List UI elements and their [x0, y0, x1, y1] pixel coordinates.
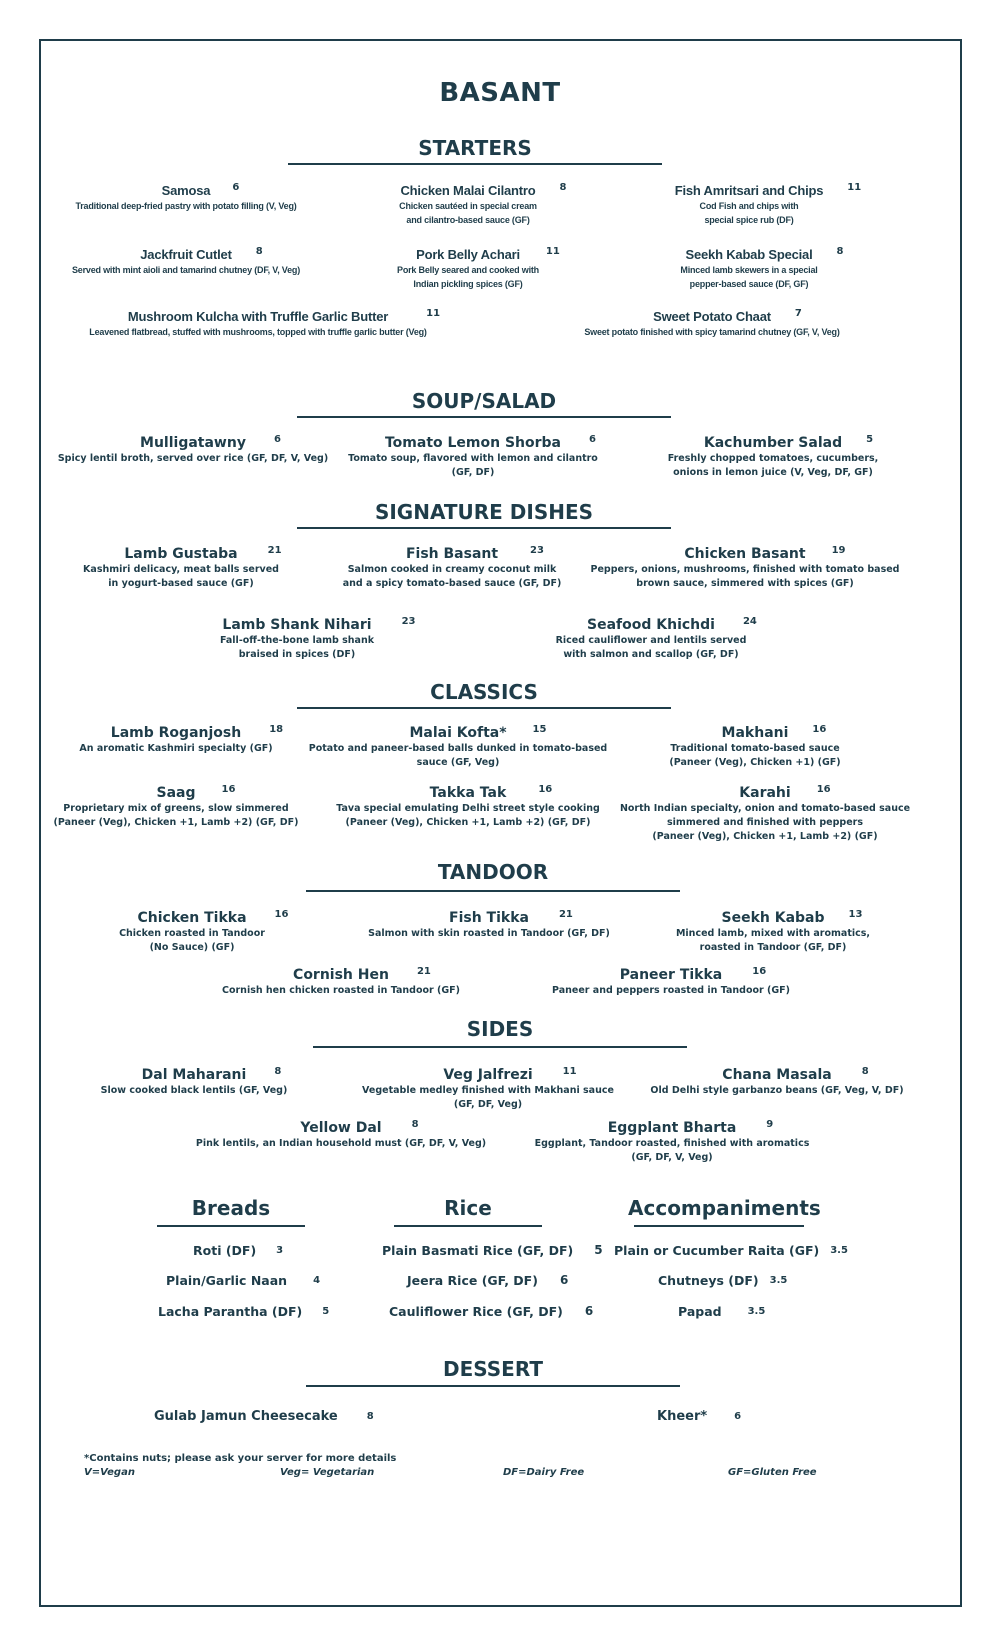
item-name: Cauliflower Rice (GF, DF) — [389, 1304, 563, 1319]
item-description: Chicken roasted in Tandoor — [119, 928, 265, 939]
divider — [297, 416, 671, 418]
bread-item — [166, 1273, 321, 1288]
divider — [157, 1225, 305, 1227]
item-price: 6 — [589, 434, 596, 445]
item-name: Seekh Kabab — [721, 910, 825, 926]
dessert-item — [154, 1409, 374, 1424]
item-name: Jackfruit Cutlet — [140, 247, 232, 262]
item-name: Lamb Roganjosh — [110, 725, 242, 741]
item-description: Pork Belly seared and cooked with — [397, 265, 539, 275]
item-description: roasted in Tandoor (GF, DF) — [699, 942, 847, 953]
menu-item — [219, 614, 416, 661]
menu-item — [650, 1064, 903, 1097]
item-price: 8 — [255, 246, 263, 257]
item-price: 6 — [734, 1411, 742, 1422]
item-description: (Paneer (Veg), Chicken +1, Lamb +2) (GF, DF) — [53, 817, 299, 828]
item-description: Served with mint aioli and tamarind chutney (DF, V, Veg) — [71, 265, 301, 275]
menu-item — [397, 244, 560, 291]
item-name: Fish Amritsari and Chips — [674, 183, 824, 198]
menu-item — [399, 180, 567, 227]
item-price: 23 — [401, 616, 416, 627]
item-price: 3.5 — [830, 1245, 848, 1256]
section-tandoor-heading: TANDOOR — [437, 860, 549, 884]
item-price: 19 — [831, 545, 846, 556]
menu-item — [196, 1117, 486, 1150]
item-price: 5 — [322, 1306, 330, 1317]
item-description: Cod Fish and chips with — [699, 201, 799, 211]
item-name: Seekh Kabab Special — [685, 247, 813, 262]
item-description: Proprietary mix of greens, slow simmered — [63, 803, 289, 814]
divider — [394, 1225, 542, 1227]
item-price: 8 — [836, 246, 844, 257]
item-price: 3.5 — [769, 1275, 788, 1286]
item-price: 21 — [416, 966, 431, 977]
section-accompaniments-heading: Accompaniments — [628, 1196, 821, 1220]
item-name: Paneer Tikka — [619, 967, 723, 983]
item-description: (GF, DF) — [451, 467, 495, 478]
divider — [634, 1225, 804, 1227]
item-description: (Paneer (Veg), Chicken +1) (GF) — [669, 757, 841, 768]
item-price: 21 — [267, 545, 282, 556]
item-name: Plain/Garlic Naan — [166, 1273, 288, 1288]
menu-item — [119, 907, 289, 954]
item-description: Tava special emulating Delhi street style cooking — [336, 803, 600, 814]
section-rice-heading: Rice — [444, 1196, 492, 1220]
item-name: Roti (DF) — [193, 1243, 257, 1258]
item-price: 18 — [269, 724, 284, 735]
item-description: Indian pickling spices (GF) — [413, 279, 523, 289]
item-price: 16 — [816, 784, 831, 795]
restaurant-name: BASANT — [439, 78, 561, 108]
item-description: (GF, DF, V, Veg) — [631, 1152, 713, 1163]
legend-dairy-free: DF=Dairy Free — [503, 1467, 585, 1478]
item-price: 16 — [538, 784, 553, 795]
item-name: Chutneys (DF) — [658, 1273, 759, 1288]
menu-item — [552, 964, 790, 997]
divider — [306, 890, 680, 892]
item-description: (Paneer (Veg), Chicken +1, Lamb +2) (GF) — [652, 831, 878, 842]
section-classics-heading: CLASSICS — [430, 680, 538, 704]
item-name: Plain or Cucumber Raita (GF) — [614, 1243, 820, 1258]
item-name: Cornish Hen — [293, 967, 389, 983]
divider — [297, 527, 671, 529]
item-description: (No Sauce) (GF) — [149, 942, 235, 953]
menu-item — [222, 964, 460, 997]
item-price: 13 — [848, 909, 863, 920]
section-sides-heading: SIDES — [466, 1017, 534, 1041]
item-description: simmered and finished with peppers — [667, 817, 863, 828]
item-price: 11 — [847, 182, 862, 193]
legend-vegan: V=Vegan — [84, 1467, 135, 1478]
item-name: Lacha Parantha (DF) — [158, 1304, 303, 1319]
item-price: 6 — [584, 1304, 594, 1318]
divider — [313, 1046, 687, 1048]
menu-item — [348, 432, 598, 479]
item-name: Saag — [156, 785, 196, 801]
item-description: Traditional tomato-based sauce — [670, 743, 840, 754]
item-description: Cornish hen chicken roasted in Tandoor (GF) — [221, 985, 461, 996]
item-name: Karahi — [739, 785, 791, 801]
item-name: Kheer* — [657, 1409, 708, 1424]
item-price: 21 — [558, 909, 573, 920]
menu-item — [668, 432, 879, 479]
item-price: 16 — [752, 966, 767, 977]
legend-vegetarian: Veg= Vegetarian — [280, 1467, 375, 1478]
item-description: North Indian specialty, onion and tomato-based sauce — [619, 803, 911, 814]
menu-item — [336, 782, 600, 829]
menu-item — [669, 722, 840, 769]
dessert-item — [657, 1409, 742, 1424]
item-name: Makhani — [721, 725, 789, 741]
item-name: Sweet Potato Chaat — [653, 309, 771, 324]
item-price: 11 — [562, 1066, 577, 1077]
item-name: Mushroom Kulcha with Truffle Garlic Butter — [127, 309, 389, 324]
section-breads-heading: Breads — [191, 1196, 271, 1220]
item-name: Chicken Basant — [684, 546, 806, 562]
divider — [306, 1385, 680, 1387]
item-price: 8 — [559, 182, 567, 193]
menu-item — [620, 782, 910, 843]
item-description: Freshly chopped tomatoes, cucumbers, — [667, 453, 879, 464]
item-description: Old Delhi style garbanzo beans (GF, Veg, V, DF) — [650, 1085, 904, 1096]
item-description: pepper-based sauce (DF, GF) — [689, 279, 809, 289]
menu-item — [79, 722, 284, 755]
item-description: Tomato soup, flavored with lemon and cilantro — [348, 453, 598, 464]
menu-item — [368, 907, 610, 940]
divider — [297, 707, 671, 709]
item-description: Traditional deep-fried pastry with potato filling (V, Veg) — [75, 201, 297, 211]
item-price: 5 — [594, 1243, 603, 1257]
item-name: Papad — [678, 1304, 722, 1319]
item-price: 16 — [812, 724, 827, 735]
menu-item — [343, 543, 562, 590]
item-name: Chicken Tikka — [137, 910, 247, 926]
item-name: Veg Jalfrezi — [443, 1067, 533, 1083]
item-description: Spicy lentil broth, served over rice (GF, DF, V, Veg) — [57, 453, 329, 464]
menu-item — [555, 614, 757, 661]
item-description: sauce (GF, Veg) — [416, 757, 500, 768]
rice-item — [382, 1243, 603, 1258]
item-price: 6 — [232, 182, 240, 193]
item-description: with salmon and scallop (GF, DF) — [563, 649, 739, 660]
item-price: 9 — [766, 1119, 774, 1130]
menu-item — [83, 543, 282, 590]
item-description: Salmon cooked in creamy coconut milk — [347, 564, 557, 575]
item-name: Chana Masala — [722, 1067, 832, 1083]
item-name: Takka Tak — [429, 785, 507, 801]
item-name: Dal Maharani — [141, 1067, 247, 1083]
item-description: Sweet potato finished with spicy tamarind chutney (GF, V, Veg) — [584, 327, 840, 337]
item-description: Riced cauliflower and lentils served — [555, 635, 747, 646]
item-name: Tomato Lemon Shorba — [384, 435, 562, 451]
menu-item — [535, 1117, 810, 1164]
item-price: 3.5 — [747, 1306, 766, 1317]
item-price: 6 — [559, 1273, 569, 1287]
item-description: An aromatic Kashmiri specialty (GF) — [79, 743, 273, 754]
rice-item — [407, 1273, 569, 1288]
menu-item — [101, 1064, 288, 1097]
item-description: Vegetable medley finished with Makhani sauce — [362, 1085, 614, 1096]
accompaniment-item — [658, 1273, 788, 1288]
item-description: onions in lemon juice (V, Veg, DF, GF) — [673, 467, 873, 478]
item-name: Seafood Khichdi — [587, 617, 715, 633]
item-description: (GF, DF, Veg) — [453, 1099, 523, 1110]
item-name: Gulab Jamun Cheesecake — [154, 1409, 338, 1424]
item-name: Lamb Shank Nihari — [222, 617, 372, 633]
item-description: Eggplant, Tandoor roasted, finished with aromatics — [534, 1138, 810, 1149]
item-name: Malai Kofta* — [409, 725, 507, 741]
item-price: 7 — [794, 308, 802, 319]
item-description: in yogurt-based sauce (GF) — [108, 578, 254, 589]
item-description: special spice rub (DF) — [704, 215, 794, 225]
item-description: Fall-off-the-bone lamb shank — [219, 635, 375, 646]
item-description: and a spicy tomato-based sauce (GF, DF) — [342, 578, 562, 589]
menu-item — [362, 1064, 614, 1111]
item-description: Salmon with skin roasted in Tandoor (GF, DF) — [368, 928, 610, 939]
item-name: Fish Basant — [405, 546, 499, 562]
item-description: brown sauce, simmered with spices (GF) — [636, 578, 854, 589]
item-name: Plain Basmati Rice (GF, DF) — [382, 1243, 574, 1258]
item-price: 24 — [742, 616, 757, 627]
item-description: (Paneer (Veg), Chicken +1, Lamb +2) (GF, DF) — [345, 817, 591, 828]
footnote-nuts: *Contains nuts; please ask your server for more details — [84, 1453, 397, 1464]
item-price: 3 — [276, 1245, 284, 1256]
menu-item — [75, 180, 296, 213]
item-price: 8 — [861, 1066, 869, 1077]
item-name: Yellow Dal — [300, 1120, 382, 1136]
item-description: Slow cooked black lentils (GF, Veg) — [100, 1085, 288, 1096]
item-price: 11 — [426, 308, 441, 319]
item-name: Chicken Malai Cilantro — [400, 183, 536, 198]
item-price: 11 — [545, 246, 560, 257]
item-name: Eggplant Bharta — [607, 1120, 737, 1136]
item-description: and cilantro-based sauce (GF) — [406, 215, 530, 225]
menu-item — [591, 543, 900, 590]
menu-item — [680, 244, 844, 291]
item-price: 8 — [366, 1411, 374, 1422]
item-description: Paneer and peppers roasted in Tandoor (GF) — [552, 985, 790, 996]
menu-item — [89, 306, 441, 339]
item-name: Jeera Rice (GF, DF) — [407, 1273, 538, 1288]
bread-item — [158, 1304, 330, 1319]
menu-item — [72, 244, 300, 277]
bread-item — [193, 1243, 284, 1258]
menu-item — [54, 782, 299, 829]
item-description: Pink lentils, an Indian household must (GF, DF, V, Veg) — [195, 1138, 487, 1149]
item-name: Fish Tikka — [449, 910, 529, 926]
menu-item — [676, 907, 870, 954]
item-name: Kachumber Salad — [703, 435, 843, 451]
item-price: 15 — [532, 724, 547, 735]
item-name: Mulligatawny — [140, 435, 246, 451]
section-signature-heading: SIGNATURE DISHES — [374, 500, 594, 524]
menu-item — [584, 306, 839, 339]
item-price: 16 — [274, 909, 289, 920]
item-description: Kashmiri delicacy, meat balls served — [83, 564, 279, 575]
item-price: 6 — [273, 434, 281, 445]
divider — [288, 163, 662, 165]
accompaniment-item — [678, 1304, 766, 1319]
legend-gluten-free: GF=Gluten Free — [728, 1467, 817, 1478]
section-soup-heading: SOUP/SALAD — [411, 389, 557, 413]
item-price: 16 — [221, 784, 236, 795]
section-starters-heading: STARTERS — [418, 136, 532, 160]
item-price: 23 — [530, 545, 544, 556]
menu-item — [674, 180, 862, 227]
item-name: Lamb Gustaba — [124, 546, 238, 562]
menu-item — [309, 722, 607, 769]
item-price: 8 — [274, 1066, 282, 1077]
item-description: Potato and paneer-based balls dunked in tomato-based — [308, 743, 608, 754]
section-dessert-heading: DESSERT — [443, 1357, 543, 1381]
item-description: Minced lamb, mixed with aromatics, — [675, 928, 871, 939]
item-name: Samosa — [161, 183, 211, 198]
accompaniment-item — [614, 1243, 848, 1258]
item-price: 4 — [313, 1275, 321, 1286]
rice-item — [389, 1304, 594, 1319]
item-description: Leavened flatbread, stuffed with mushrooms, topped with truffle garlic butter (Veg) — [89, 327, 427, 337]
item-description: Peppers, onions, mushrooms, finished with tomato based — [590, 564, 900, 575]
item-name: Pork Belly Achari — [416, 247, 520, 262]
item-description: Minced lamb skewers in a special — [680, 265, 818, 275]
item-price: 5 — [866, 434, 874, 445]
item-description: braised in spices (DF) — [238, 649, 356, 660]
item-description: Chicken sautéed in special cream — [399, 201, 537, 211]
menu-item — [58, 432, 328, 465]
item-price: 8 — [411, 1119, 419, 1130]
